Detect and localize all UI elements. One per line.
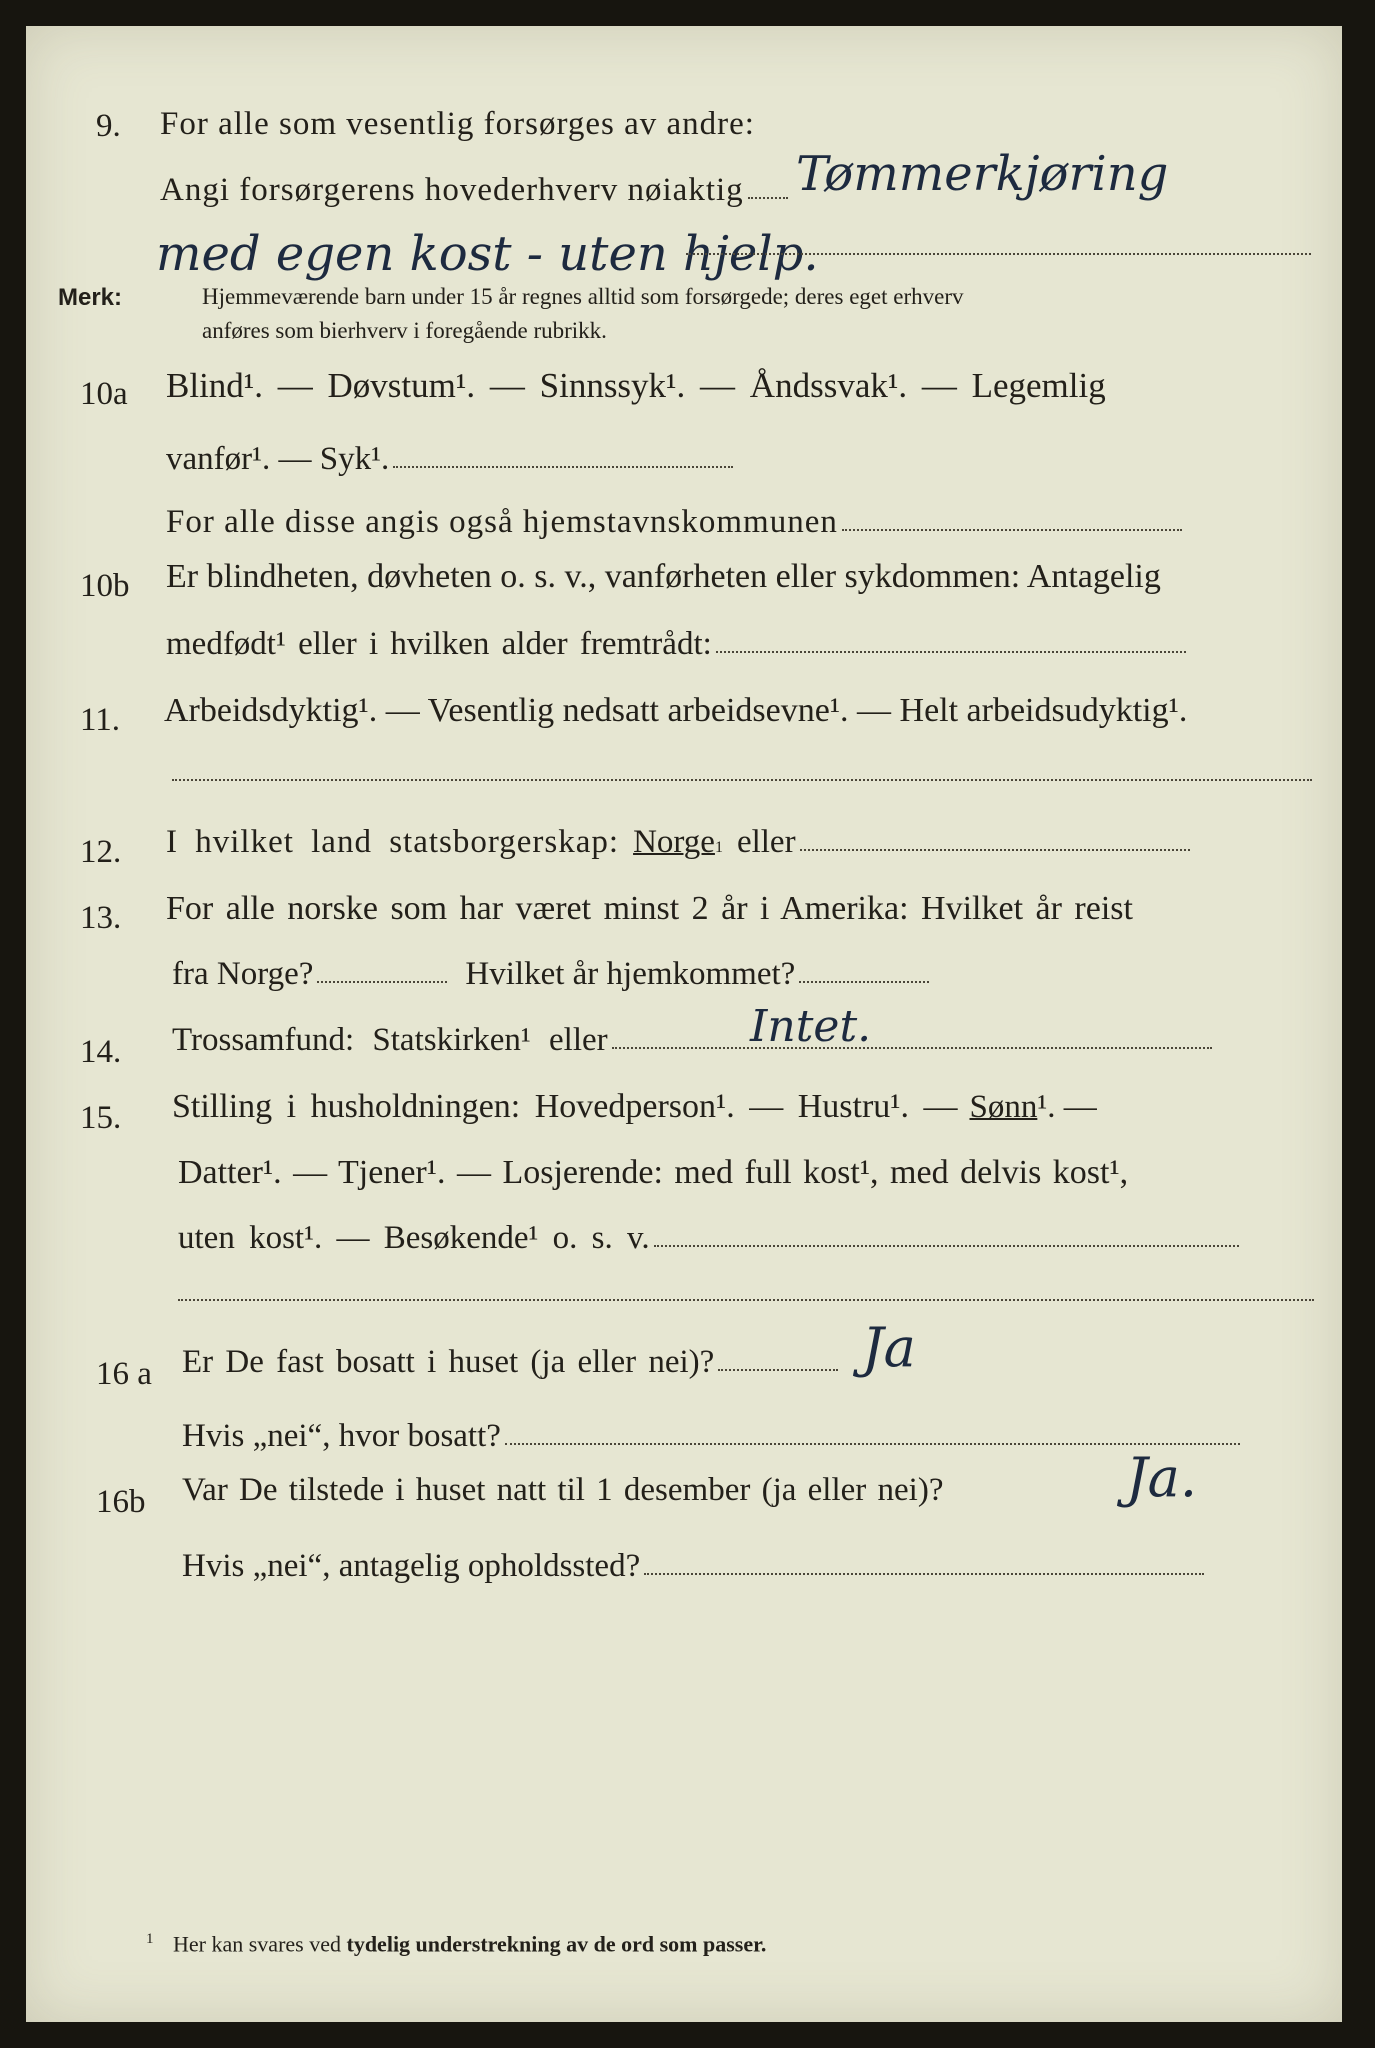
q14-line [172,1022,1212,1059]
merk-line1 [202,284,964,310]
dotted-line [505,1442,1240,1445]
q13-text-2a: fra Norge? [172,956,314,992]
q15-line3 [178,1220,1239,1257]
dotted-line [799,980,929,983]
dotted-line [178,1298,1314,1301]
q15-number: 15. [80,1100,122,1136]
dotted-line [716,650,1186,653]
dotted-line [654,1244,1239,1247]
dotted-line [686,252,1311,255]
q15-text-2: Datter¹. — Tjener¹. — Losjerende: med full kost¹, med delvis kost¹, [178,1154,1129,1191]
q16a-handwritten-answer: Ja [862,1316,916,1379]
q9-line2 [160,172,788,209]
q10b-number: 10b [80,568,130,604]
merk-label: Merk: [58,284,123,311]
q10b-text-2: medfødt¹ eller i hvilken alder fremtrådt: [166,626,712,662]
merk-text-1: Hjemmeværende barn under 15 år regnes alltid som forsørgede; deres eget erhverv [202,284,964,309]
footnote-mark: 1 [146,1931,154,1947]
dotted-line [644,1572,1204,1575]
q16b-line1 [182,1472,943,1509]
q10b-line2 [166,626,1186,663]
q9-text-1: For alle som vesentlig forsørges av andre: [160,106,755,142]
q13-text-2b: Hvilket år hjemkommet? [465,956,796,992]
q10a-line1 [166,366,1106,406]
dotted-line [800,848,1190,851]
q11-text-1: Arbeidsdyktig¹. — Vesentlig nedsatt arbeidsevne¹. — Helt arbeidsudyktig¹. [164,692,1188,729]
q11-line1 [164,692,1187,730]
dotted-line [748,196,788,199]
q15-sonn-underlined: Sønn [969,1089,1038,1125]
q13-line2 [172,956,929,993]
q16a-line2 [182,1418,1240,1455]
dotted-line [317,980,447,983]
q14-handwritten-answer: Intet. [750,1001,872,1052]
q16b-line2 [182,1548,1204,1585]
q12-footnote-mark: 1 [714,839,723,856]
q9-handwritten-note: med egen kost - uten hjelp. [156,226,819,282]
q16a-number: 16 a [96,1356,152,1392]
q10a-line2 [166,441,733,478]
q16a-text-2: Hvis „nei“, hvor bosatt? [182,1418,501,1454]
q9-handwritten-occupation: Tømmerkjøring [796,146,1169,202]
merk-text-2: anføres som bierhverv i foregående rubrikk. [202,318,607,343]
q12-prefix: I hvilket land statsborgerskap: [166,824,620,860]
footnote-text: Her kan svares ved [173,1931,341,1957]
dotted-line [718,1368,838,1371]
q16b-text-2: Hvis „nei“, antagelig opholdssted? [182,1548,641,1584]
q9-line1 [160,106,755,143]
q16b-text-1: Var De tilstede i huset natt til 1 desember (ja eller nei)? [182,1472,944,1508]
q10a-text-1: Blind¹. — Døvstum¹. — Sinnssyk¹. — Åndssvak¹. — Legemlig [166,366,1106,405]
q12-norge-underlined: Norge [633,824,715,860]
q15-text-1a: Stilling i husholdningen: Hovedperson¹. — Hustru¹. — [172,1088,958,1125]
q10a-line3 [166,504,1182,541]
q11-number: 11. [80,702,121,738]
q10a-number: 10a [80,376,128,412]
footnote [146,1931,766,1957]
dotted-line [172,778,1312,781]
q13-text-1: For alle norske som har været minst 2 år i Amerika: Hvilket år reist [166,890,1133,927]
q15-text-1b: ¹. — [1037,1089,1097,1125]
q13-number: 13. [80,900,122,936]
q10b-line1 [166,558,1161,596]
dotted-line [393,465,733,468]
q12-number: 12. [80,834,122,870]
q15-text-3: uten kost¹. — Besøkende¹ o. s. v. [178,1220,650,1256]
q14-text: Trossamfund: Statskirken¹ eller [172,1022,608,1058]
q15-line2 [178,1154,1128,1192]
q10a-text-2: vanfør¹. — Syk¹. [166,441,390,477]
census-form-page [26,26,1342,2022]
q10b-text-1: Er blindheten, døvheten o. s. v., vanførheten eller sykdommen: Antagelig [166,558,1161,595]
dotted-line [842,528,1182,531]
q14-number: 14. [80,1034,122,1070]
q16b-number: 16b [96,1484,146,1520]
q15-line1 [172,1088,1097,1126]
q12-line [166,824,1190,861]
q10a-text-3: For alle disse angis også hjemstavnskommunen [166,504,838,540]
q13-line1 [166,890,1133,928]
dotted-line [612,1046,1212,1049]
footnote-bold-text: tydelig understrekning av de ord som passer. [346,1931,767,1957]
q16b-handwritten-answer: Ja. [1126,1446,1198,1509]
q9-text-2: Angi forsørgerens hovederhverv nøiaktig [160,172,744,208]
merk-line2 [202,318,607,344]
q16a-line1 [182,1344,838,1381]
q12-suffix: eller [736,824,796,860]
q9-number: 9. [96,108,121,144]
q16a-text-1: Er De fast bosatt i huset (ja eller nei)? [182,1344,715,1380]
